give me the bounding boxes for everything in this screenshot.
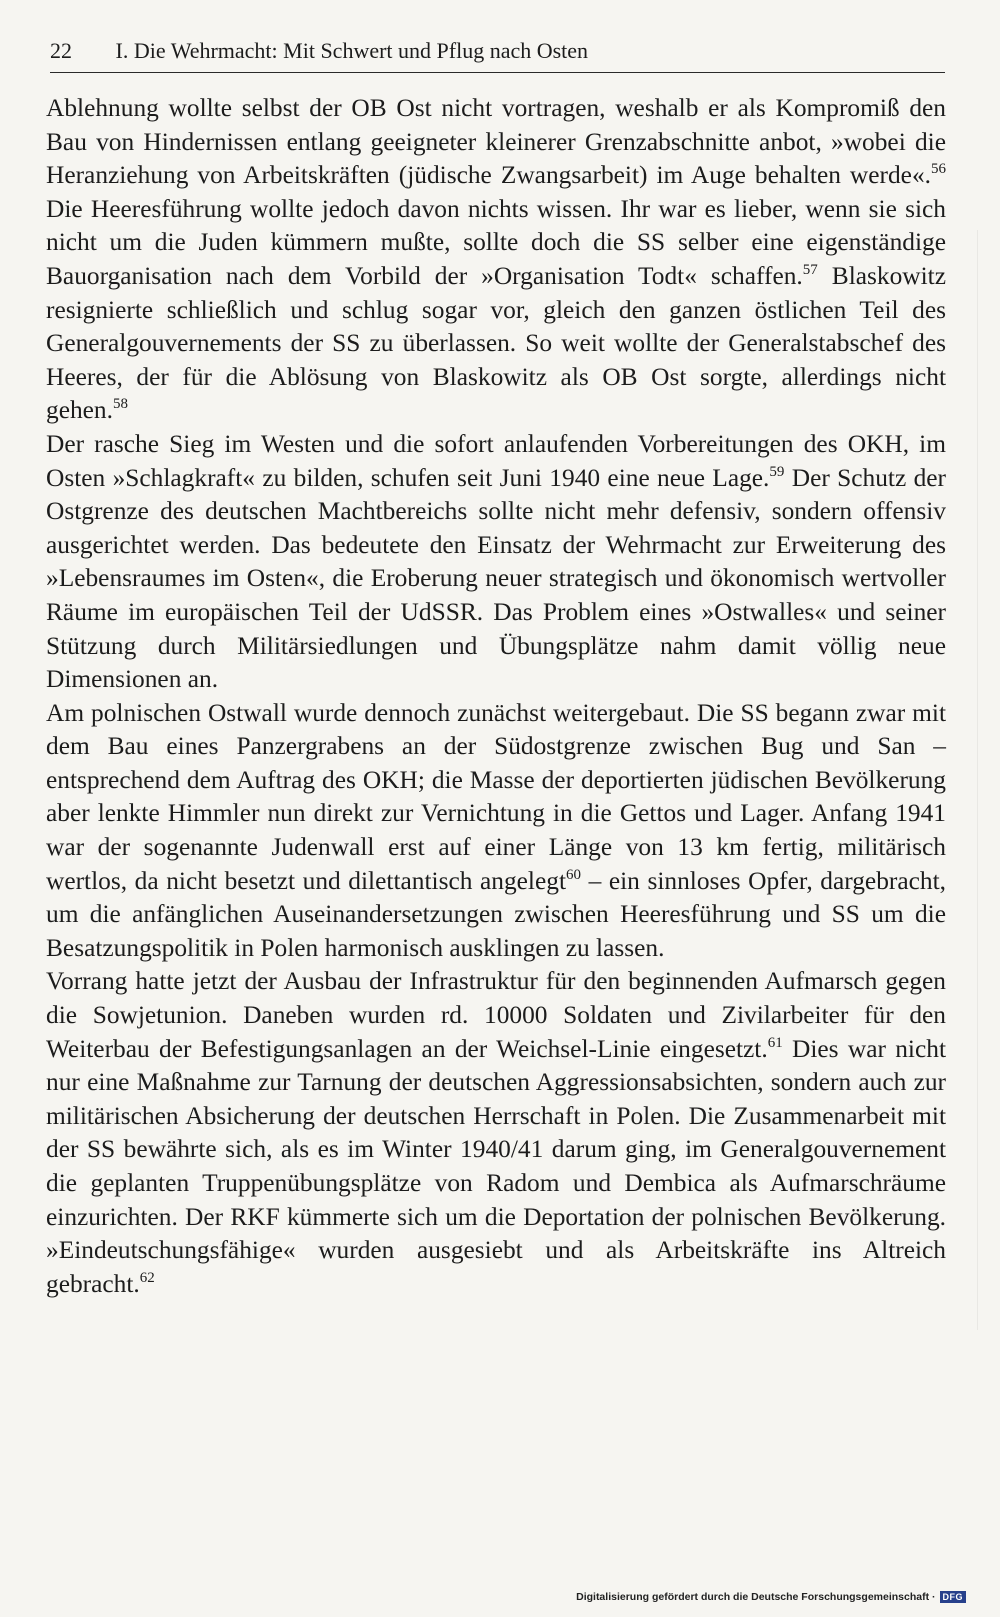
page-header: [50, 36, 945, 73]
body-text: [46, 92, 946, 1301]
page-number: 22: [50, 38, 72, 63]
paragraph-text: – ein sinnloses Opfer, dargebracht, um die anfänglichen Auseinandersetzungen zwischen Heeresführung und SS um die Besatzungspolitik in Polen harmonisch ausklingen zu lassen.: [46, 866, 946, 962]
paragraph-text: Blaskowitz resignierte schließlich und schlug sogar vor, gleich den ganzen östlichen Teil des Generalgouvernements der SS zu überlassen. So weit wollte der Generalstabschef des Heeres, der für die Ablösung von Blaskowitz als OB Ost sorgte, allerdings nicht gehen.: [46, 261, 946, 425]
scan-margin-shadow: [977, 230, 978, 1330]
paragraph-text: Der Schutz der Ostgrenze des deutschen Machtbereichs sollte nicht mehr defensiv, sondern offensiv ausgerichtet werden. Das bedeutete den Einsatz der Wehrmacht zur Erweiterung des »Lebensraumes im Osten«, die Eroberung neuer strategisch und ökonomisch wertvoller Räume im europäischen Teil der UdSSR. Das Problem eines »Ostwalles« und seiner Stützung durch Militärsiedlungen und Übungsplätze nahm damit völlig neue Dimensionen an.: [46, 463, 946, 694]
paragraph-text: Der rasche Sieg im Westen und die sofort anlaufenden Vorbereitungen des OKH, im Osten »Schlagkraft« zu bilden, schufen seit Juni 1940 eine neue Lage.: [46, 429, 946, 492]
digitization-footer: [576, 1591, 966, 1603]
footnote-marker: 59: [769, 463, 785, 480]
dfg-logo-icon: DFG: [940, 1591, 967, 1603]
footnote-marker: 61: [767, 1034, 783, 1051]
footnote-marker: 62: [139, 1269, 155, 1286]
footnote-marker: 57: [802, 261, 818, 278]
footer-text: Digitalisierung gefördert durch die Deutsche Forschungsgemeinschaft ·: [576, 1591, 936, 1603]
paragraph: [46, 965, 946, 1301]
paragraph-text: Vorrang hatte jetzt der Ausbau der Infrastruktur für den beginnenden Aufmarsch gegen die Sowjetunion. Daneben wurden rd. 10000 Soldaten und Zivilarbeiter für den Weiterbau der Befestigungsanlagen an der Weichsel-Linie eingesetzt.: [46, 967, 946, 1063]
footnote-marker: 60: [566, 866, 581, 883]
paragraph: [46, 697, 946, 966]
running-title: I. Die Wehrmacht: Mit Schwert und Pflug nach Osten: [115, 38, 589, 63]
paragraph-text: Am polnischen Ostwall wurde dennoch zunächst weitergebaut. Die SS begann zwar mit dem Bau eines Panzergrabens an der Südostgrenze zwischen Bug und San – entsprechend dem Auftrag des OKH; die Masse der deportierten jüdischen Bevölkerung aber lenkte Himmler nun direkt zur Vernichtung in die Gettos und Lager. Anfang 1941 war der sogenannte Judenwall erst auf einer Länge von 13 km fertig, militärisch wertlos, da nicht besetzt und dilettantisch angelegt: [46, 698, 946, 895]
footnote-marker: 58: [112, 396, 128, 413]
paragraph-text: Ablehnung wollte selbst der OB Ost nicht vortragen, weshalb er als Kompromiß den Bau von Hindernissen entlang geeigneter kleinerer Grenzabschnitte anbot, »wobei die Heranziehung von Arbeitskräften (jüdische Zwangsarbeit) im Auge behalten werde«.: [46, 94, 946, 190]
paragraph-text: Die Heeresführung wollte jedoch davon nichts wissen. Ihr war es lieber, wenn sie sich nicht um die Juden kümmern mußte, sollte doch die SS selber eine eigenständige Bauorganisation nach dem Vorbild der »Organisation Todt« schaffen.: [46, 194, 946, 290]
footnote-marker: 56: [931, 161, 946, 178]
paragraph: [46, 428, 946, 697]
paragraph: [46, 92, 946, 428]
paragraph-text: Dies war nicht nur eine Maßnahme zur Tarnung der deutschen Aggressionsabsichten, sondern auch zur militärischen Absicherung der deutschen Herrschaft in Polen. Die Zusammenarbeit mit der SS bewährte sich, als es im Winter 1940/41 darum ging, im Generalgouvernement die geplanten Truppenübungsplätze von Radom und Dembica als Aufmarschräume einzurichten. Der RKF kümmerte sich um die Deportation der polnischen Bevölkerung. »Eindeutschungsfähige« wurden ausgesiebt und als Arbeitskräfte ins Altreich gebracht.: [46, 1034, 946, 1298]
